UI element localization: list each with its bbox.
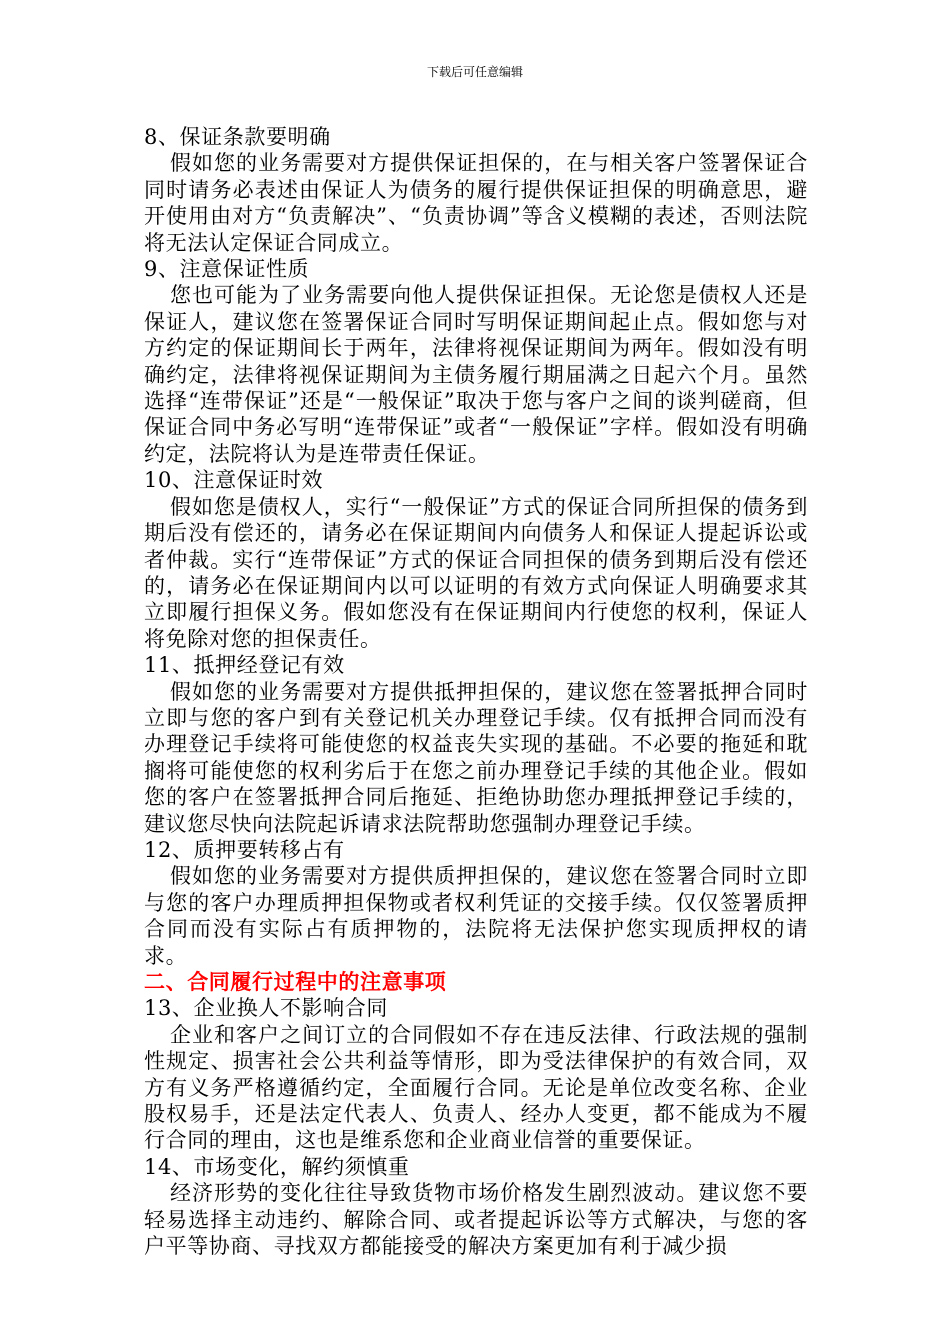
clause-heading-8: 8、保证条款要明确: [144, 125, 331, 149]
clause-heading-11: 11、抵押经登记有效: [144, 653, 345, 678]
page-header-note: 下载后可任意编辑: [426, 65, 523, 79]
clause-heading-10: 10、注意保证时效: [144, 468, 324, 493]
clause-heading-14: 14、市场变化，解约须慎重: [144, 1154, 410, 1179]
clause-heading-12: 12、质押要转移占有: [144, 837, 345, 862]
clause-heading-13: 13、企业换人不影响合同: [144, 996, 388, 1021]
section-heading-2: 二、合同履行过程中的注意事项: [144, 969, 447, 994]
clause-paragraph-9: 您也可能为了业务需要向他人提供保证担保。无论您是债权人还是保证人，建议您在签署保证合同时写明保证期间起止点。假如您与对方约定的保证期间长于两年，法律将视保证期间为两年。假如没有明确约定，法律将视保证期间为主债务履行期届满之日起六个月。虽然选择“连带保证”还是“一般保证”取决于您与客户之间的谈判磋商，但保证合同中务必写明“连带保证”或者“一般保证”字样。假如没有明确约定，法院将认为是连带责任保证。: [144, 283, 808, 466]
clause-paragraph-12: 假如您的业务需要对方提供质押担保的，建议您在签署合同时立即与您的客户办理质押担保物或者权利凭证的交接手续。仅仅签署质押合同而没有实际占有质押物的，法院将无法保护您实现质押权的请求。: [144, 864, 808, 968]
document-body: [144, 124, 808, 1259]
clause-paragraph-11: 假如您的业务需要对方提供抵押担保的，建议您在签署抵押合同时立即与您的客户到有关登记机关办理登记手续。仅有抵押合同而没有办理登记手续将可能使您的权益丧失实现的基础。不必要的拖延和耽搁将可能使您的权利劣后于在您之前办理登记手续的其他企业。假如您的客户在签署抵押合同后拖延、拒绝协助您办理抵押登记手续的，建议您尽快向法院起诉请求法院帮助您强制办理登记手续。: [144, 679, 808, 836]
clause-paragraph-14: 经济形势的变化往往导致货物市场价格发生剧烈波动。建议您不要轻易选择主动违约、解除合同、或者提起诉讼等方式解决，与您的客户平等协商、寻找双方都能接受的解决方案更加有利于减少损: [144, 1181, 808, 1259]
clause-paragraph-8: 假如您的业务需要对方提供保证担保的，在与相关客户签署保证合同时请务必表述由保证人为债务的履行提供保证担保的明确意思，避开使用由对方“负责解决”、“负责协调”等含义模糊的表述，否则法院将无法认定保证合同成立。: [144, 151, 808, 255]
clause-heading-9: 9、注意保证性质: [144, 257, 310, 282]
clause-paragraph-13: 企业和客户之间订立的合同假如不存在违反法律、行政法规的强制性规定、损害社会公共利益等情形，即为受法律保护的有效合同，双方有义务严格遵循约定，全面履行合同。无论是单位改变名称、企业股权易手，还是法定代表人、负责人、经办人变更，都不能成为不履行合同的理由，这也是维系您和企业商业信誉的重要保证。: [144, 1022, 808, 1153]
clause-paragraph-10: 假如您是债权人，实行“一般保证”方式的保证合同所担保的债务到期后没有偿还的，请务必在保证期间内向债务人和保证人提起诉讼或者仲裁。实行“连带保证”方式的保证合同担保的债务到期后没有偿还的，请务必在保证期间内以可以证明的有效方式向保证人明确要求其立即履行担保义务。假如您没有在保证期间内行使您的权利，保证人将免除对您的担保责任。: [144, 494, 808, 651]
